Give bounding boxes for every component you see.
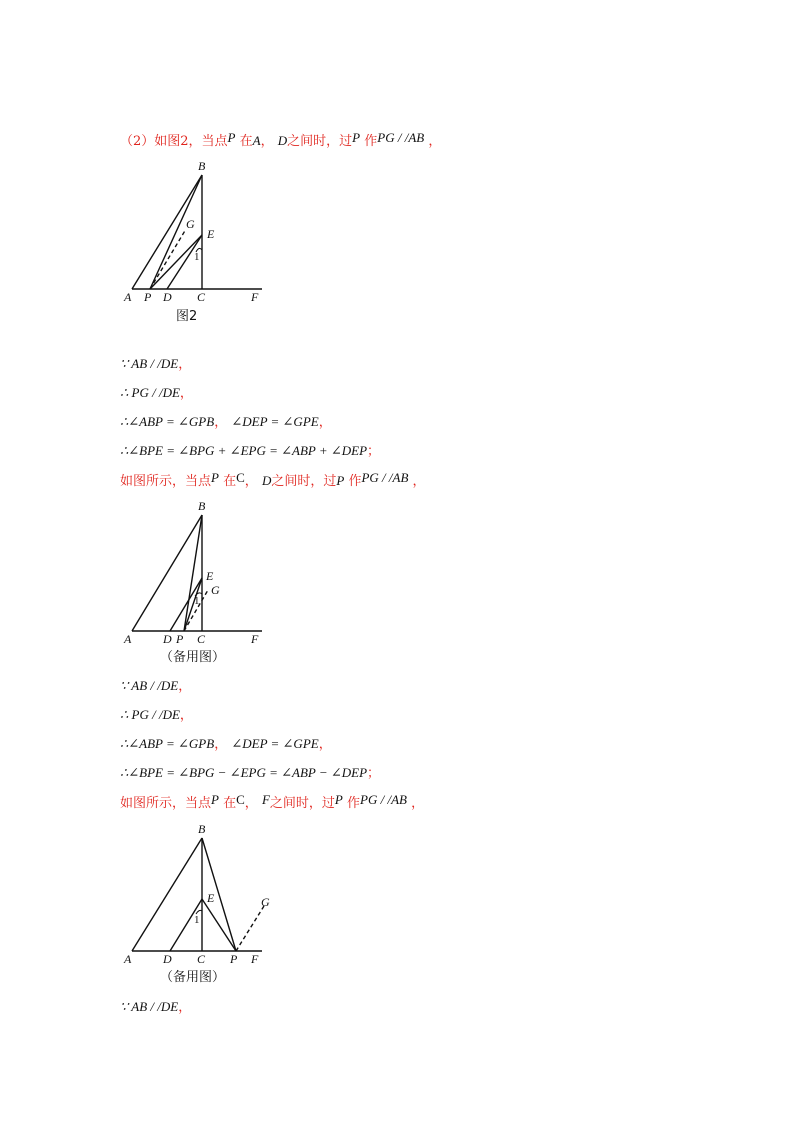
text: 如图所示，当点 bbox=[120, 474, 212, 489]
label-1: 1 bbox=[194, 251, 200, 263]
var: PG / /AB bbox=[361, 470, 409, 485]
proof-line bbox=[120, 735, 332, 754]
proof-line bbox=[120, 442, 380, 461]
text: 作 bbox=[347, 796, 361, 811]
punct: ， bbox=[178, 1000, 192, 1015]
punct: ， bbox=[179, 386, 193, 401]
math-text: ∵ AB / /DE bbox=[120, 678, 179, 693]
punct: ， bbox=[318, 737, 332, 752]
var: PG / /AB bbox=[377, 130, 425, 145]
label-c: C bbox=[197, 632, 206, 646]
var: PG / /AB bbox=[360, 792, 407, 807]
var: F bbox=[261, 792, 270, 807]
figure-3 bbox=[132, 838, 264, 951]
text: （2）如图2，当点 bbox=[120, 134, 228, 149]
proof-line bbox=[120, 677, 191, 696]
line-pg-dashed bbox=[236, 906, 264, 951]
label-a: A bbox=[124, 290, 132, 304]
proof-line bbox=[120, 998, 191, 1017]
label-1: 1 bbox=[194, 595, 200, 607]
label-f: F bbox=[251, 952, 259, 966]
punct: ， bbox=[318, 415, 332, 430]
label-b: B bbox=[198, 159, 206, 173]
label-f: F bbox=[251, 632, 259, 646]
label-f: F bbox=[251, 290, 259, 304]
text: 如图所示，当点 bbox=[120, 796, 212, 811]
text: ， bbox=[244, 474, 258, 489]
text: 之间时，过 bbox=[287, 134, 353, 149]
label-a: A bbox=[124, 952, 132, 966]
var: P bbox=[336, 473, 345, 488]
label-e: E bbox=[207, 891, 215, 905]
figure-caption: （备用图） bbox=[160, 970, 226, 985]
punct: ， bbox=[214, 415, 228, 430]
proof-line bbox=[120, 384, 193, 403]
label-b: B bbox=[198, 499, 206, 513]
label-p: P bbox=[176, 632, 184, 646]
text: 之间时，过 bbox=[269, 796, 335, 811]
math-text: ∵ AB / /DE bbox=[120, 356, 179, 371]
var: P bbox=[211, 792, 219, 807]
proof-line bbox=[120, 706, 193, 725]
var: C bbox=[236, 470, 245, 485]
punct: ； bbox=[367, 444, 381, 459]
var: P bbox=[227, 130, 236, 145]
math-text: ∴∠ABP = ∠GPB bbox=[120, 414, 215, 429]
figure-caption: （备用图） bbox=[160, 650, 226, 665]
line-pb bbox=[150, 175, 202, 289]
label-d: D bbox=[163, 290, 172, 304]
label-g: G bbox=[261, 895, 270, 909]
var: P bbox=[334, 792, 343, 807]
line-pb bbox=[184, 515, 202, 631]
proof-line bbox=[120, 355, 191, 374]
label-g: G bbox=[186, 217, 195, 231]
punct: ， bbox=[178, 357, 192, 372]
label-g: G bbox=[211, 583, 220, 597]
var: P bbox=[352, 130, 361, 145]
text: 作 bbox=[348, 474, 362, 489]
line-ab bbox=[132, 838, 202, 951]
text: 之间时，过 bbox=[271, 474, 337, 489]
math-text: ∴∠ABP = ∠GPB bbox=[120, 736, 215, 751]
text: ， bbox=[411, 796, 425, 811]
var: A bbox=[252, 133, 261, 148]
label-1: 1 bbox=[194, 914, 200, 926]
var: C bbox=[236, 792, 245, 807]
line-pg-dashed bbox=[150, 229, 186, 289]
var: D bbox=[277, 133, 288, 148]
var: D bbox=[261, 473, 272, 488]
math-text: ∠DEP = ∠GPE bbox=[231, 736, 319, 751]
label-p: P bbox=[230, 952, 238, 966]
text: 在 bbox=[239, 134, 253, 149]
label-e: E bbox=[206, 569, 214, 583]
line-ep bbox=[202, 899, 236, 951]
proof-line bbox=[120, 764, 380, 783]
math-text: ∵ AB / /DE bbox=[120, 999, 179, 1014]
label-d: D bbox=[163, 952, 172, 966]
text: ， bbox=[412, 474, 426, 489]
punct: ； bbox=[367, 766, 381, 781]
math-text: ∴ PG / /DE bbox=[120, 385, 180, 400]
punct: ， bbox=[214, 737, 228, 752]
proof-line bbox=[120, 413, 332, 432]
math-text: ∴ PG / /DE bbox=[120, 707, 180, 722]
text: 在 bbox=[223, 474, 237, 489]
case3-intro bbox=[120, 472, 426, 491]
label-p: P bbox=[144, 290, 152, 304]
figure-caption: 图2 bbox=[176, 309, 198, 324]
punct: ， bbox=[178, 679, 192, 694]
punct: ， bbox=[179, 708, 193, 723]
case4-intro bbox=[120, 794, 424, 813]
var: P bbox=[211, 470, 219, 485]
label-c: C bbox=[197, 952, 206, 966]
math-text: ∴∠BPE = ∠BPG − ∠EPG = ∠ABP − ∠DEP bbox=[120, 765, 368, 780]
math-text: ∠DEP = ∠GPE bbox=[231, 414, 319, 429]
text: ， bbox=[260, 134, 274, 149]
label-d: D bbox=[163, 632, 172, 646]
math-text: ∴∠BPE = ∠BPG + ∠EPG = ∠ABP + ∠DEP bbox=[120, 443, 368, 458]
label-a: A bbox=[124, 632, 132, 646]
label-b: B bbox=[198, 822, 206, 836]
line-ab bbox=[132, 515, 202, 631]
label-c: C bbox=[197, 290, 206, 304]
text: ， bbox=[428, 134, 442, 149]
text: ， bbox=[244, 796, 258, 811]
figure-2 bbox=[132, 515, 262, 631]
label-e: E bbox=[207, 227, 215, 241]
text: 在 bbox=[223, 796, 237, 811]
text: 作 bbox=[364, 134, 378, 149]
